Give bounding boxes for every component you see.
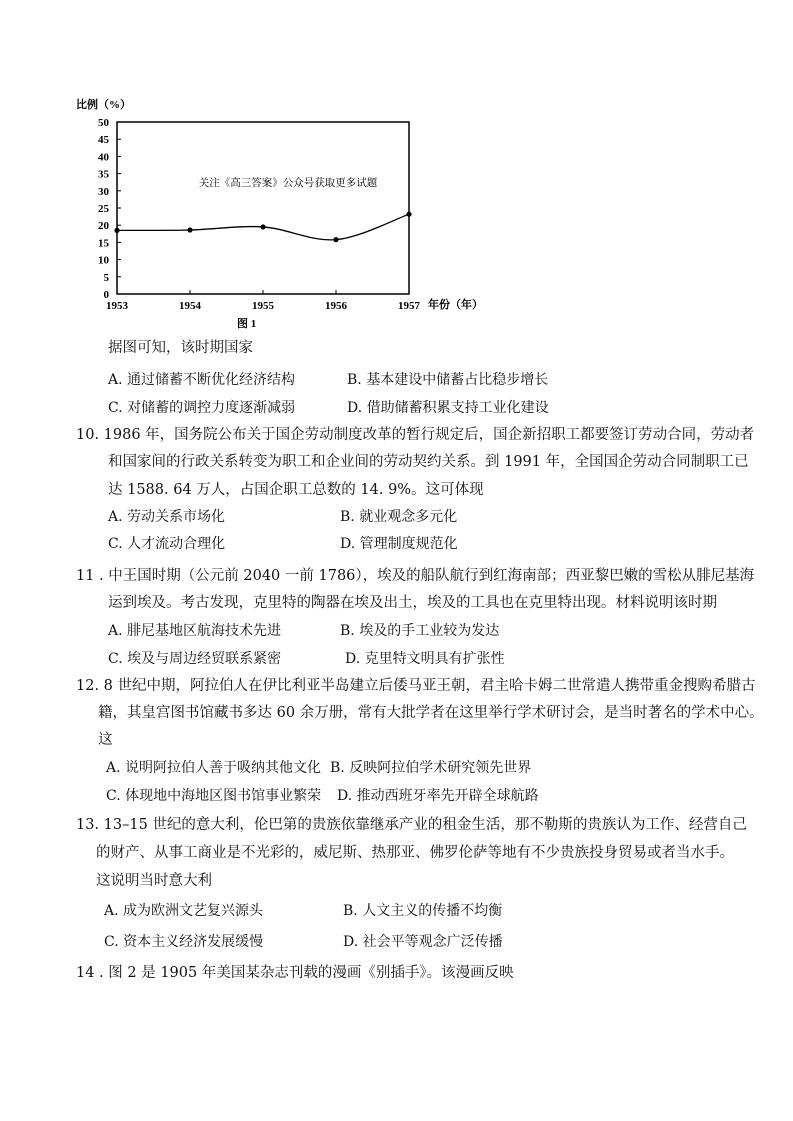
q11-option-a: A. 腓尼基地区航海技术先进 <box>108 623 282 639</box>
q9-option-a: A. 通过储蓄不断优化经济结构 <box>108 372 296 388</box>
y-tick-label: 50 <box>98 117 109 129</box>
y-tick-label: 35 <box>98 168 109 181</box>
q11-option-d: D. 克里特文明具有扩张性 <box>345 651 505 667</box>
q12-line-1: 12. 8 世纪中期，阿拉伯人在伊比利亚半岛建立后倭马亚王朝，君主哈卡姆二世常遣人携带重金搜购希腊古 <box>76 678 756 694</box>
x-axis-label: 年份（年） <box>428 299 483 311</box>
y-tick-label: 40 <box>98 151 109 164</box>
q13-line-1: 13. 13–15 世纪的意大利，伦巴第的贵族依靠继承产业的租金生活，那不勒斯的贵族认为工作、经营自己 <box>76 817 747 833</box>
q13-option-d: D. 社会平等观念广泛传播 <box>343 934 503 950</box>
q9-option-b: B. 基本建设中储蓄占比稳步增长 <box>347 372 549 388</box>
data-point <box>406 212 411 217</box>
y-tick-label: 20 <box>98 220 109 233</box>
savings-ratio-chart <box>70 96 500 336</box>
figure-caption: 图 1 <box>237 318 257 330</box>
q13-line-2: 的财产、从事工商业是不光彩的，威尼斯、热那亚、佛罗伦萨等地有不少贵族投身贸易或者当水手。 <box>96 845 734 861</box>
y-tick-label: 5 <box>103 271 109 284</box>
x-tick-label: 1955 <box>252 300 274 312</box>
series-points <box>114 212 411 243</box>
q10-option-d: D. 管理制度规范化 <box>340 536 458 552</box>
q13-line-3: 这说明当时意大利 <box>96 873 212 889</box>
q10-line-3: 达 1588. 64 万人，占国企职工总数的 14. 9%。这可体现 <box>108 482 484 498</box>
q12-line-2: 籍，其皇宫图书馆藏书多达 60 余万册，常有大批学者在这里举行学术研讨会，是当时著名的学术中心。 <box>98 705 764 721</box>
q11-option-c: C. 埃及与周边经贸联系紧密 <box>108 651 282 667</box>
x-tick-label: 1954 <box>179 300 201 312</box>
q11-option-b: B. 埃及的手工业较为发达 <box>340 623 500 639</box>
data-point <box>333 237 338 242</box>
plot-frame <box>117 122 409 294</box>
q9-option-d: D. 借助储蓄积累支持工业化建设 <box>347 400 549 416</box>
q12-option-c: C. 体现地中海地区图书馆事业繁荣 <box>106 788 322 804</box>
q13-option-c: C. 资本主义经济发展缓慢 <box>104 934 264 950</box>
q14-line-1: 14 . 图 2 是 1905 年美国某杂志刊载的漫画《别插手》。该漫画反映 <box>76 965 514 981</box>
q9-option-c: C. 对储蓄的调控力度逐渐减弱 <box>108 400 296 416</box>
y-tick-label: 30 <box>98 185 109 198</box>
y-tick-label: 25 <box>98 203 109 215</box>
q10-option-b: B. 就业观念多元化 <box>340 509 458 525</box>
q12-line-3: 这 <box>98 732 113 748</box>
x-tick-label: 1953 <box>106 300 128 312</box>
q12-option-b: B. 反映阿拉伯学术研究领先世界 <box>330 760 532 776</box>
q11-line-2: 运到埃及。考古发现，克里特的陶器在埃及出土，埃及的工具也在克里特出现。材料说明该时期 <box>108 595 717 611</box>
q10-option-c: C. 人才流动合理化 <box>108 536 226 552</box>
x-tick-label: 1956 <box>325 300 347 312</box>
q10-option-a: A. 劳动关系市场化 <box>108 509 226 525</box>
q10-line-1: 10. 1986 年，国务院公布关于国企劳动制度改革的暂行规定后，国企新招职工都要签订劳动合同，劳动者 <box>76 427 755 443</box>
data-point <box>114 228 119 233</box>
chart-svg <box>70 96 500 336</box>
x-tick-label: 1957 <box>398 300 420 312</box>
data-point <box>187 227 192 232</box>
q9-stem: 据图可知，该时期国家 <box>108 340 253 356</box>
chart-watermark: 关注《高三答案》公众号获取更多试题 <box>198 178 378 189</box>
q12-option-d: D. 推动西班牙率先开辟全球航路 <box>337 788 539 804</box>
q13-option-a: A. 成为欧洲文艺复兴源头 <box>104 903 264 919</box>
y-axis-label: 比例（%） <box>76 99 131 111</box>
y-tick-label: 45 <box>98 134 109 147</box>
q11-line-1: 11 . 中王国时期（公元前 2040 一前 1786），埃及的船队航行到红海南部；西亚黎巴嫩的雪松从腓尼基海 <box>76 568 755 584</box>
q12-option-a: A. 说明阿拉伯人善于吸纳其他文化 <box>106 760 322 776</box>
y-tick-label: 15 <box>98 237 109 250</box>
data-point <box>260 224 265 229</box>
y-tick-label: 0 <box>103 289 109 301</box>
y-tick-label: 10 <box>98 254 109 267</box>
q10-line-2: 和国家间的行政关系转变为职工和企业间的劳动契约关系。到 1991 年，全国国企劳动合同制职工已 <box>108 454 749 470</box>
q13-option-b: B. 人文主义的传播不均衡 <box>343 903 503 919</box>
